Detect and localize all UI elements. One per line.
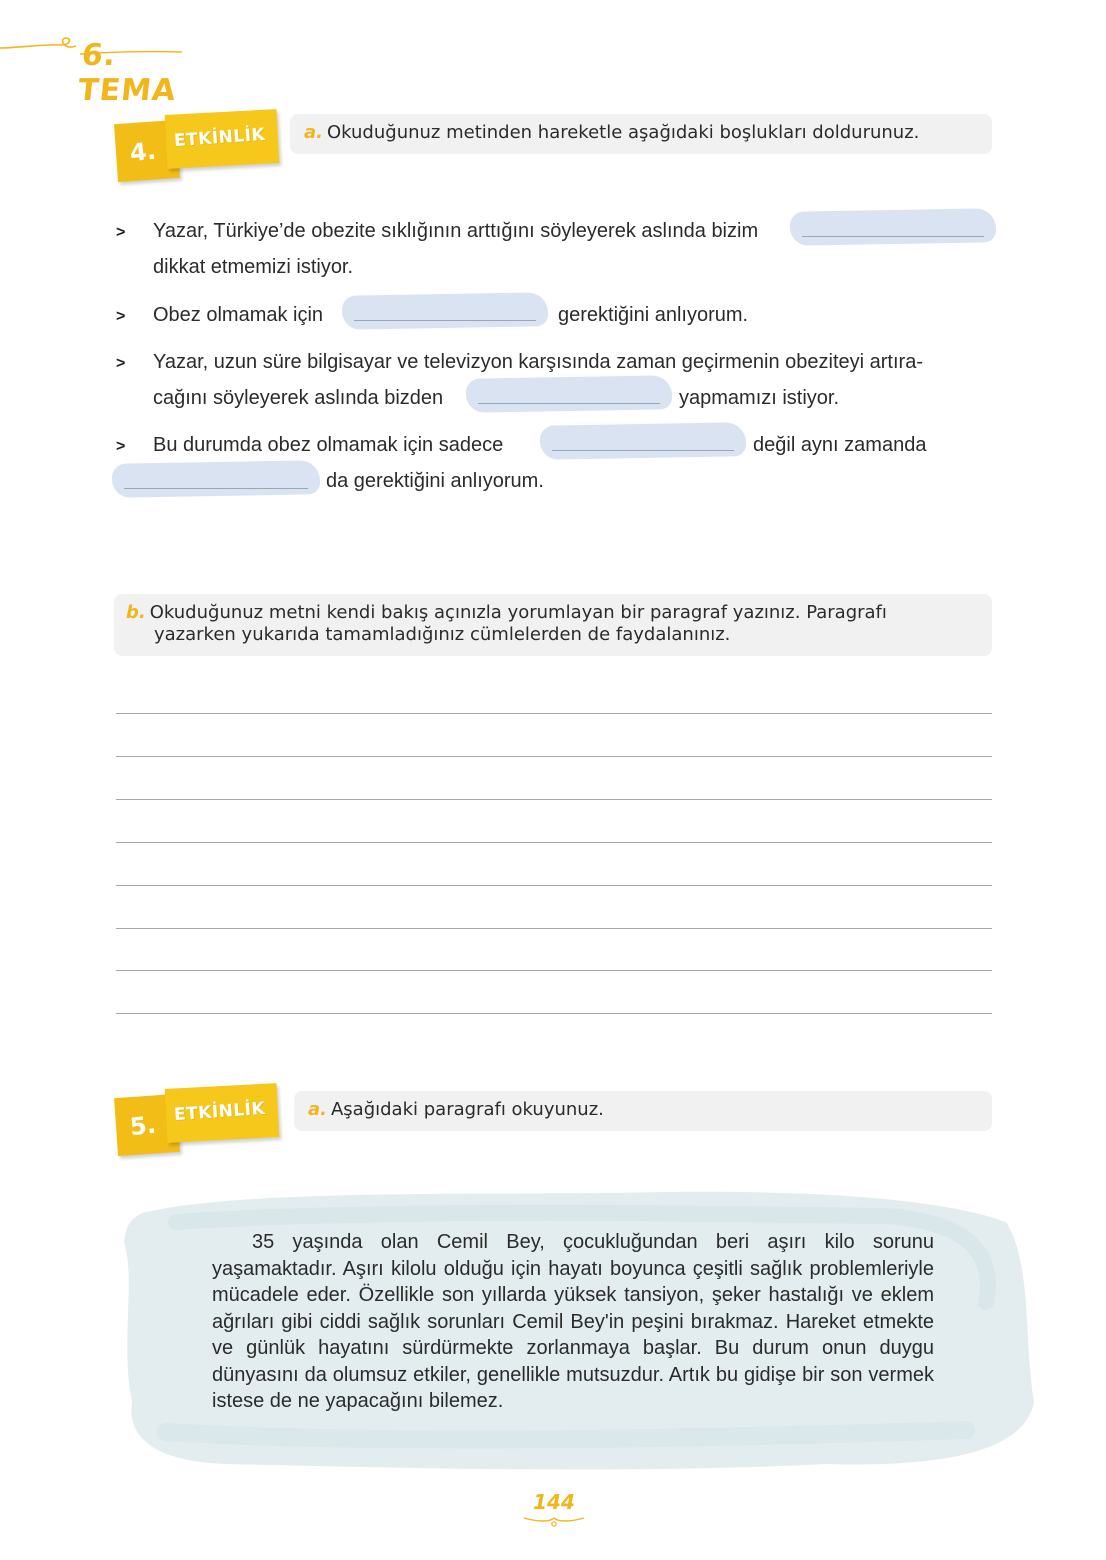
instruction-text: yazarken yukarıda tamamladığınız cümlelerden de faydalanınız. [154,624,731,645]
instruction-box-5a [294,1091,992,1131]
writing-line[interactable] [116,756,992,757]
item-text: değil aynı zamanda [753,434,927,456]
instruction-box-4b [114,594,992,656]
item-text: gerektiğini anlıyorum. [558,304,749,326]
chevron-right-icon: > [116,355,126,372]
chevron-right-icon: > [116,224,126,241]
answer-blank[interactable] [112,462,320,496]
item-text: yapmamızı istiyor. [679,387,840,409]
item-text: da gerektiğini anlıyorum. [326,470,544,492]
part-letter: a. [304,122,323,143]
activity-label: ETKİNLİK [173,1098,266,1126]
chevron-right-icon: > [116,308,126,325]
item-text: cağını söyleyerek aslında bizden [153,387,444,409]
activity-number: 5. [128,1110,158,1142]
answer-blank[interactable] [540,424,746,458]
theme-title: 6. TEMA [76,38,179,108]
writing-line[interactable] [116,970,992,971]
activity-4-badge [116,112,286,184]
writing-line[interactable] [116,885,992,886]
instruction-text: Okuduğunuz metinden hareketle aşağıdaki boşlukları doldurunuz. [326,122,920,143]
writing-line[interactable] [116,713,992,714]
part-letter: b. [126,602,146,623]
instruction-box-4a [290,114,992,154]
part-letter: a. [308,1099,327,1120]
writing-line[interactable] [116,1013,992,1014]
item-text: dikkat etmemizi istiyor. [153,256,354,278]
instruction-text: Okuduğunuz metni kendi bakış açınızla yorumlayan bir paragraf yazınız. Paragrafı [149,602,887,623]
activity-label: ETKİNLİK [173,124,266,152]
item-text: Obez olmamak için [153,304,324,326]
instruction-text: Aşağıdaki paragrafı okuyunuz. [330,1099,604,1120]
writing-line[interactable] [116,928,992,929]
chevron-right-icon: > [116,438,126,455]
answer-blank[interactable] [466,377,672,411]
paragraph-text: 35 yaşında olan Cemil Bey, çocukluğundan beri aşırı kilo sorunu yaşamaktadır. Aşırı kilolu olduğu için hayatı boyunca çeşitli sağlık problemleriyle mücadele eder. Özellikle son yıllarda yüksek tansiyon, şeker hastalığı ve eklem ağrıları gibi ciddi sağlık sorunları Cemil Bey'in peşini bırakmaz. Hareket etmekte ve günlük hayatını sürdürmekte zorlanmaya başlar. Bu durum onun duygu dünyasını da olumsuz etkiler, genellikle mutsuzdur. Artık bu gidişe bir son vermek istese de ne yapacağını bilemez. [212,1231,934,1412]
writing-line[interactable] [116,799,992,800]
answer-blank[interactable] [342,294,548,328]
page-number-swirl-decoration [520,1512,588,1530]
writing-line[interactable] [116,842,992,843]
story-paragraph [212,1229,934,1415]
theme-header [0,18,200,108]
item-text: Bu durumda obez olmamak için sadece [153,434,504,456]
activity-5-badge [116,1086,286,1158]
activity-number: 4. [128,136,158,168]
answer-blank[interactable] [790,210,996,244]
page-number: 144 [533,1490,575,1514]
item-text: Yazar, Türkiye’de obezite sıklığının arttığını söyleyerek aslında bizim [153,220,759,242]
item-text: Yazar, uzun süre bilgisayar ve televizyon karşısında zaman geçirmenin obeziteyi artıra- [153,351,923,373]
